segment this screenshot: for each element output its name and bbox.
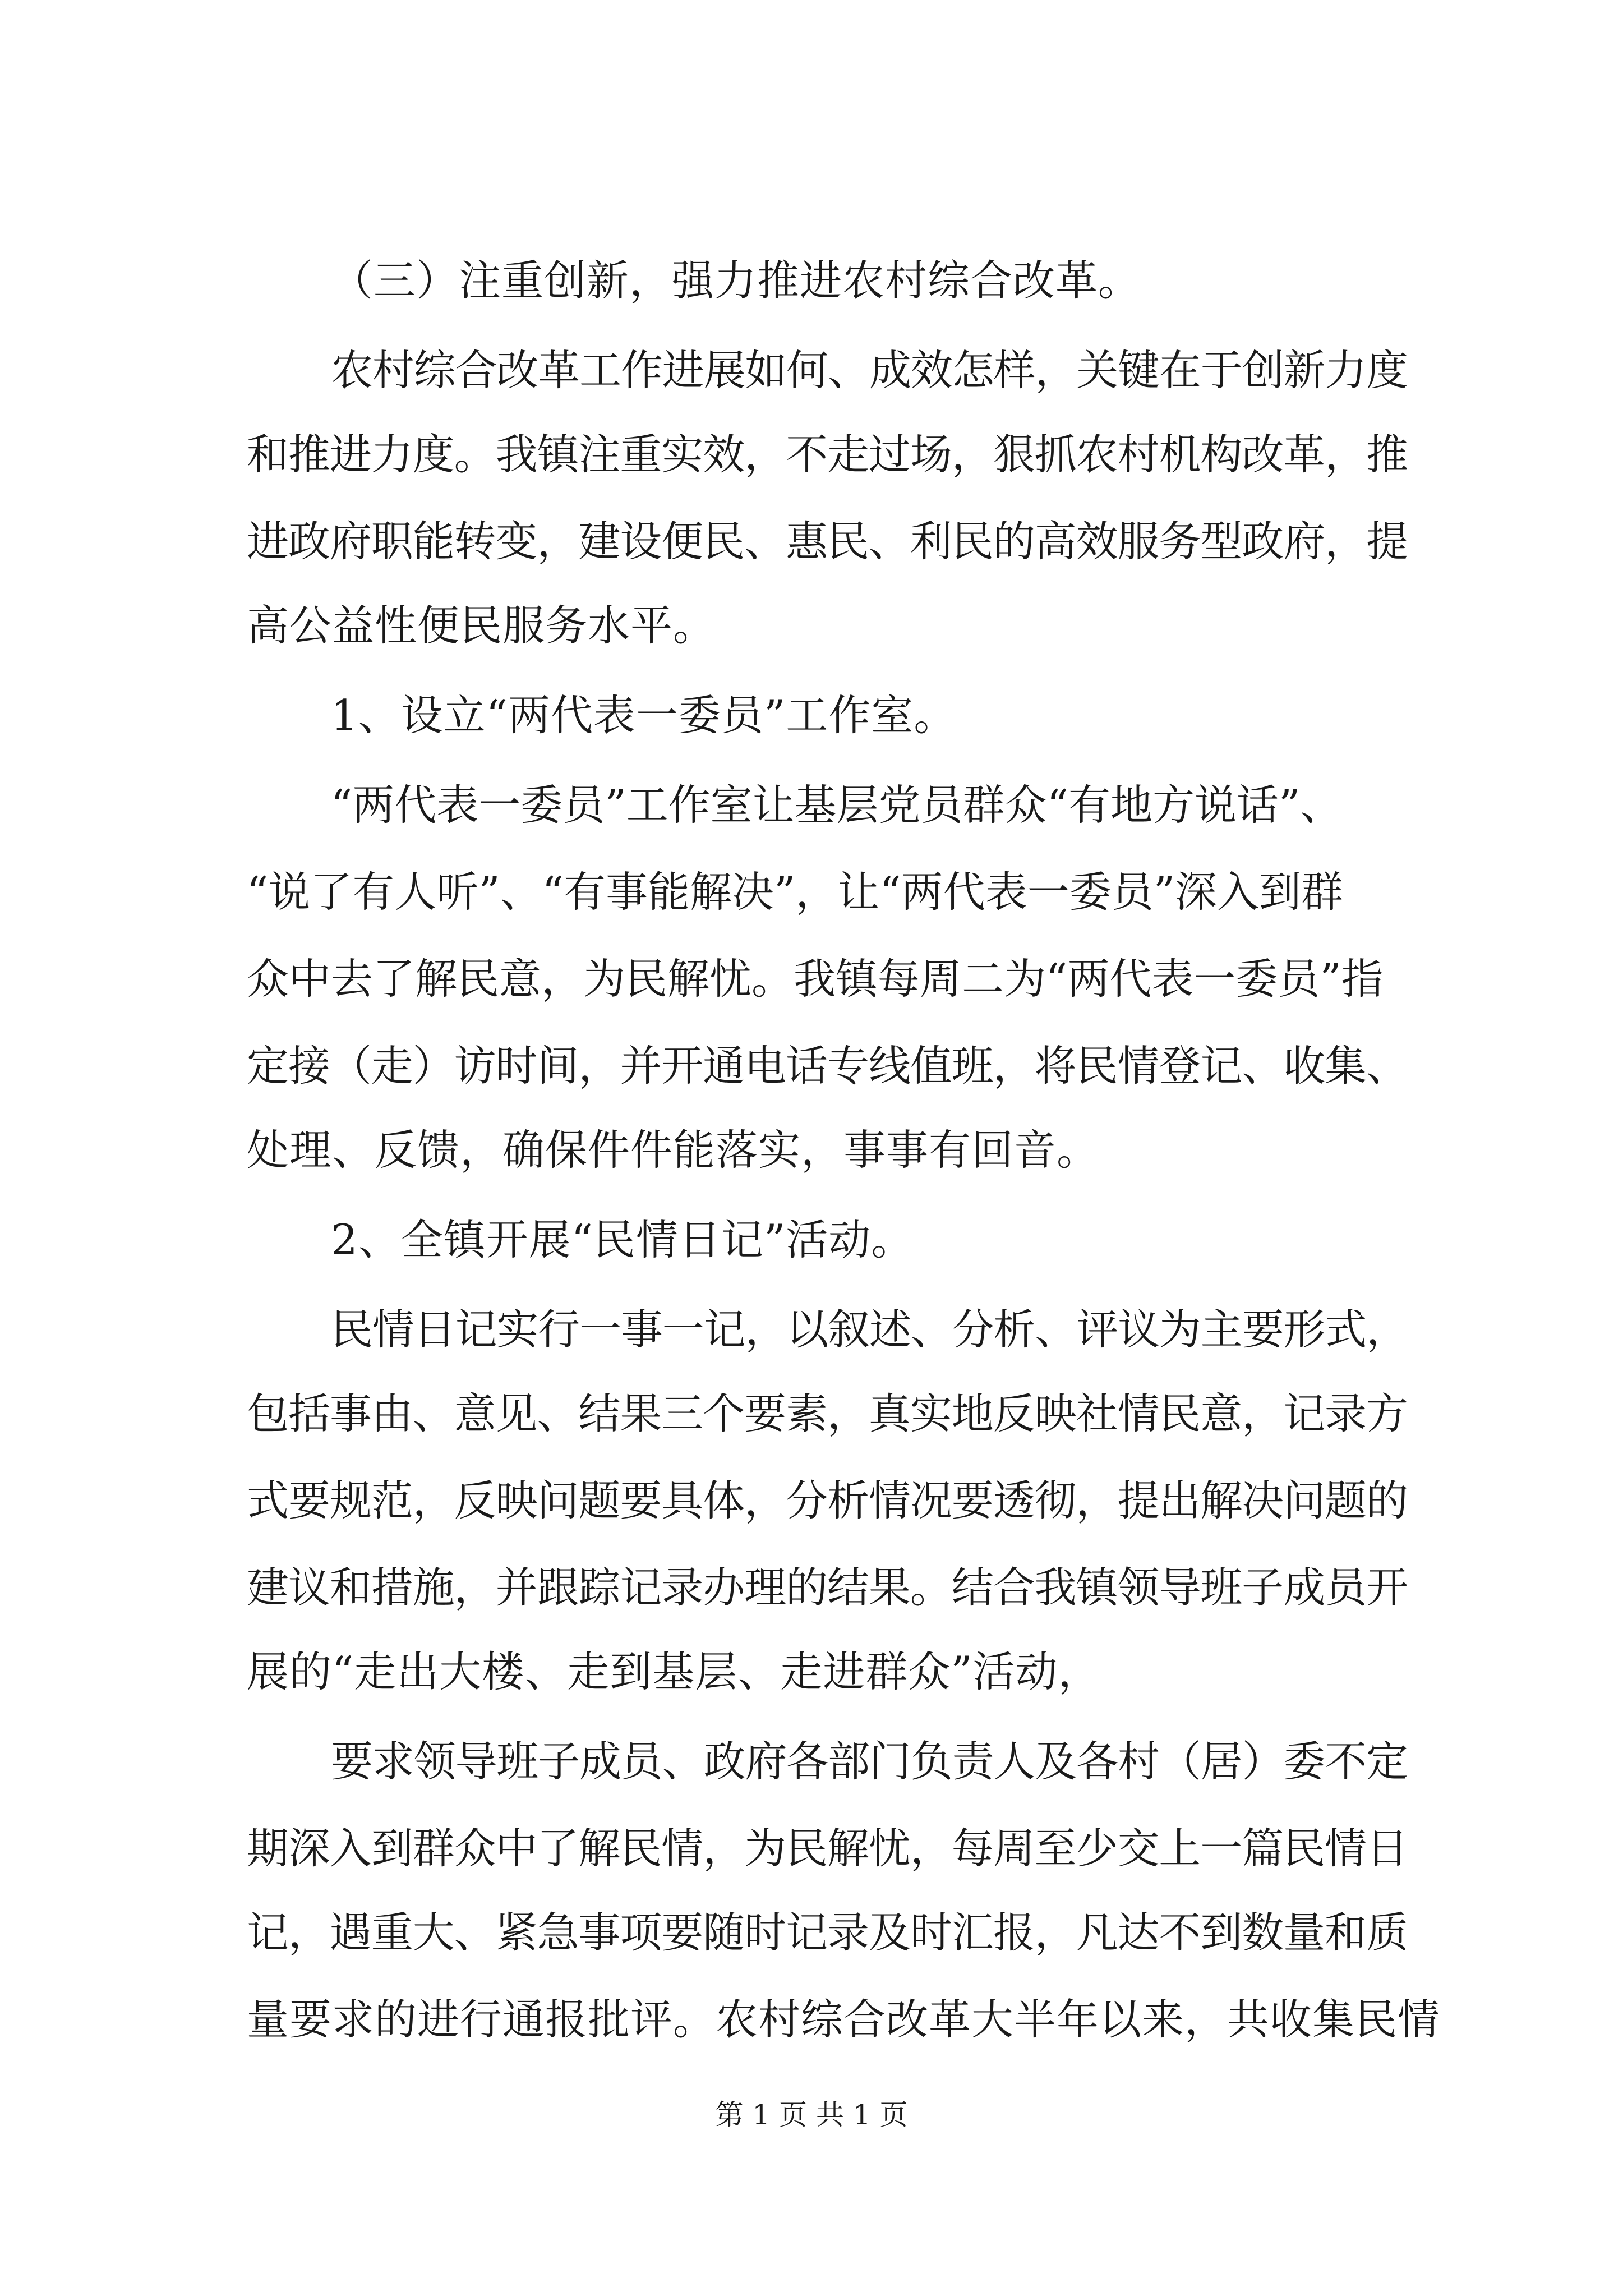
paragraph-line: 期深入到群众中了解民情，为民解忧，每周至少交上一篇民情日 bbox=[247, 1824, 1408, 1873]
paragraph-first-line: 民情日记实行一事一记，以叙述、分析、评议为主要形式， bbox=[331, 1305, 1408, 1354]
paragraph-first-line: 1、设立“两代表一委员”工作室。 bbox=[331, 691, 957, 740]
paragraph-line: “说了有人听”、“有事能解决”，让“两代表一委员”深入到群 bbox=[247, 867, 1344, 917]
paragraph-line: 包括事由、意见、结果三个要素，真实地反映社情民意，记录方 bbox=[247, 1389, 1408, 1438]
paragraph-first-line: （三）注重创新，强力推进农村综合改革。 bbox=[331, 256, 1141, 305]
page-footer: 第 1 页 共 1 页 bbox=[715, 2099, 908, 2131]
paragraph-line: 记，遇重大、紧急事项要随时记录及时汇报，凡达不到数量和质 bbox=[247, 1908, 1408, 1957]
paragraph-line: 处理、反馈，确保件件能落实，事事有回音。 bbox=[247, 1125, 1100, 1175]
paragraph-line: 定接（走）访时间，并开通电话专线值班，将民情登记、收集、 bbox=[247, 1041, 1408, 1091]
paragraph-line: 展的“走出大楼、走到基层、走进群众”活动， bbox=[247, 1647, 1101, 1696]
paragraph-line: 式要规范，反映问题要具体，分析情况要透彻，提出解决问题的 bbox=[247, 1476, 1408, 1525]
paragraph-line: 高公益性便民服务水平。 bbox=[247, 601, 716, 650]
paragraph-line: 和推进力度。我镇注重实效，不走过场，狠抓农村机构改革，推 bbox=[247, 430, 1408, 479]
paragraph-line: 进政府职能转变，建设便民、惠民、利民的高效服务型政府，提 bbox=[247, 517, 1408, 566]
paragraph-line: 众中去了解民意，为民解忧。我镇每周二为“两代表一委员”指 bbox=[247, 954, 1384, 1004]
paragraph-first-line: “两代表一委员”工作室让基层党员群众“有地方说话”、 bbox=[331, 780, 1343, 830]
paragraph-line: 量要求的进行通报批评。农村综合改革大半年以来，共收集民情 bbox=[247, 1995, 1441, 2044]
paragraph-first-line: 农村综合改革工作进展如何、成效怎样，关键在于创新力度 bbox=[331, 346, 1408, 395]
paragraph-first-line: 要求领导班子成员、政府各部门负责人及各村（居）委不定 bbox=[331, 1737, 1408, 1786]
paragraph-first-line: 2、全镇开展“民情日记”活动。 bbox=[331, 1215, 914, 1264]
paragraph-line: 建议和措施，并跟踪记录办理的结果。结合我镇领导班子成员开 bbox=[247, 1563, 1408, 1612]
